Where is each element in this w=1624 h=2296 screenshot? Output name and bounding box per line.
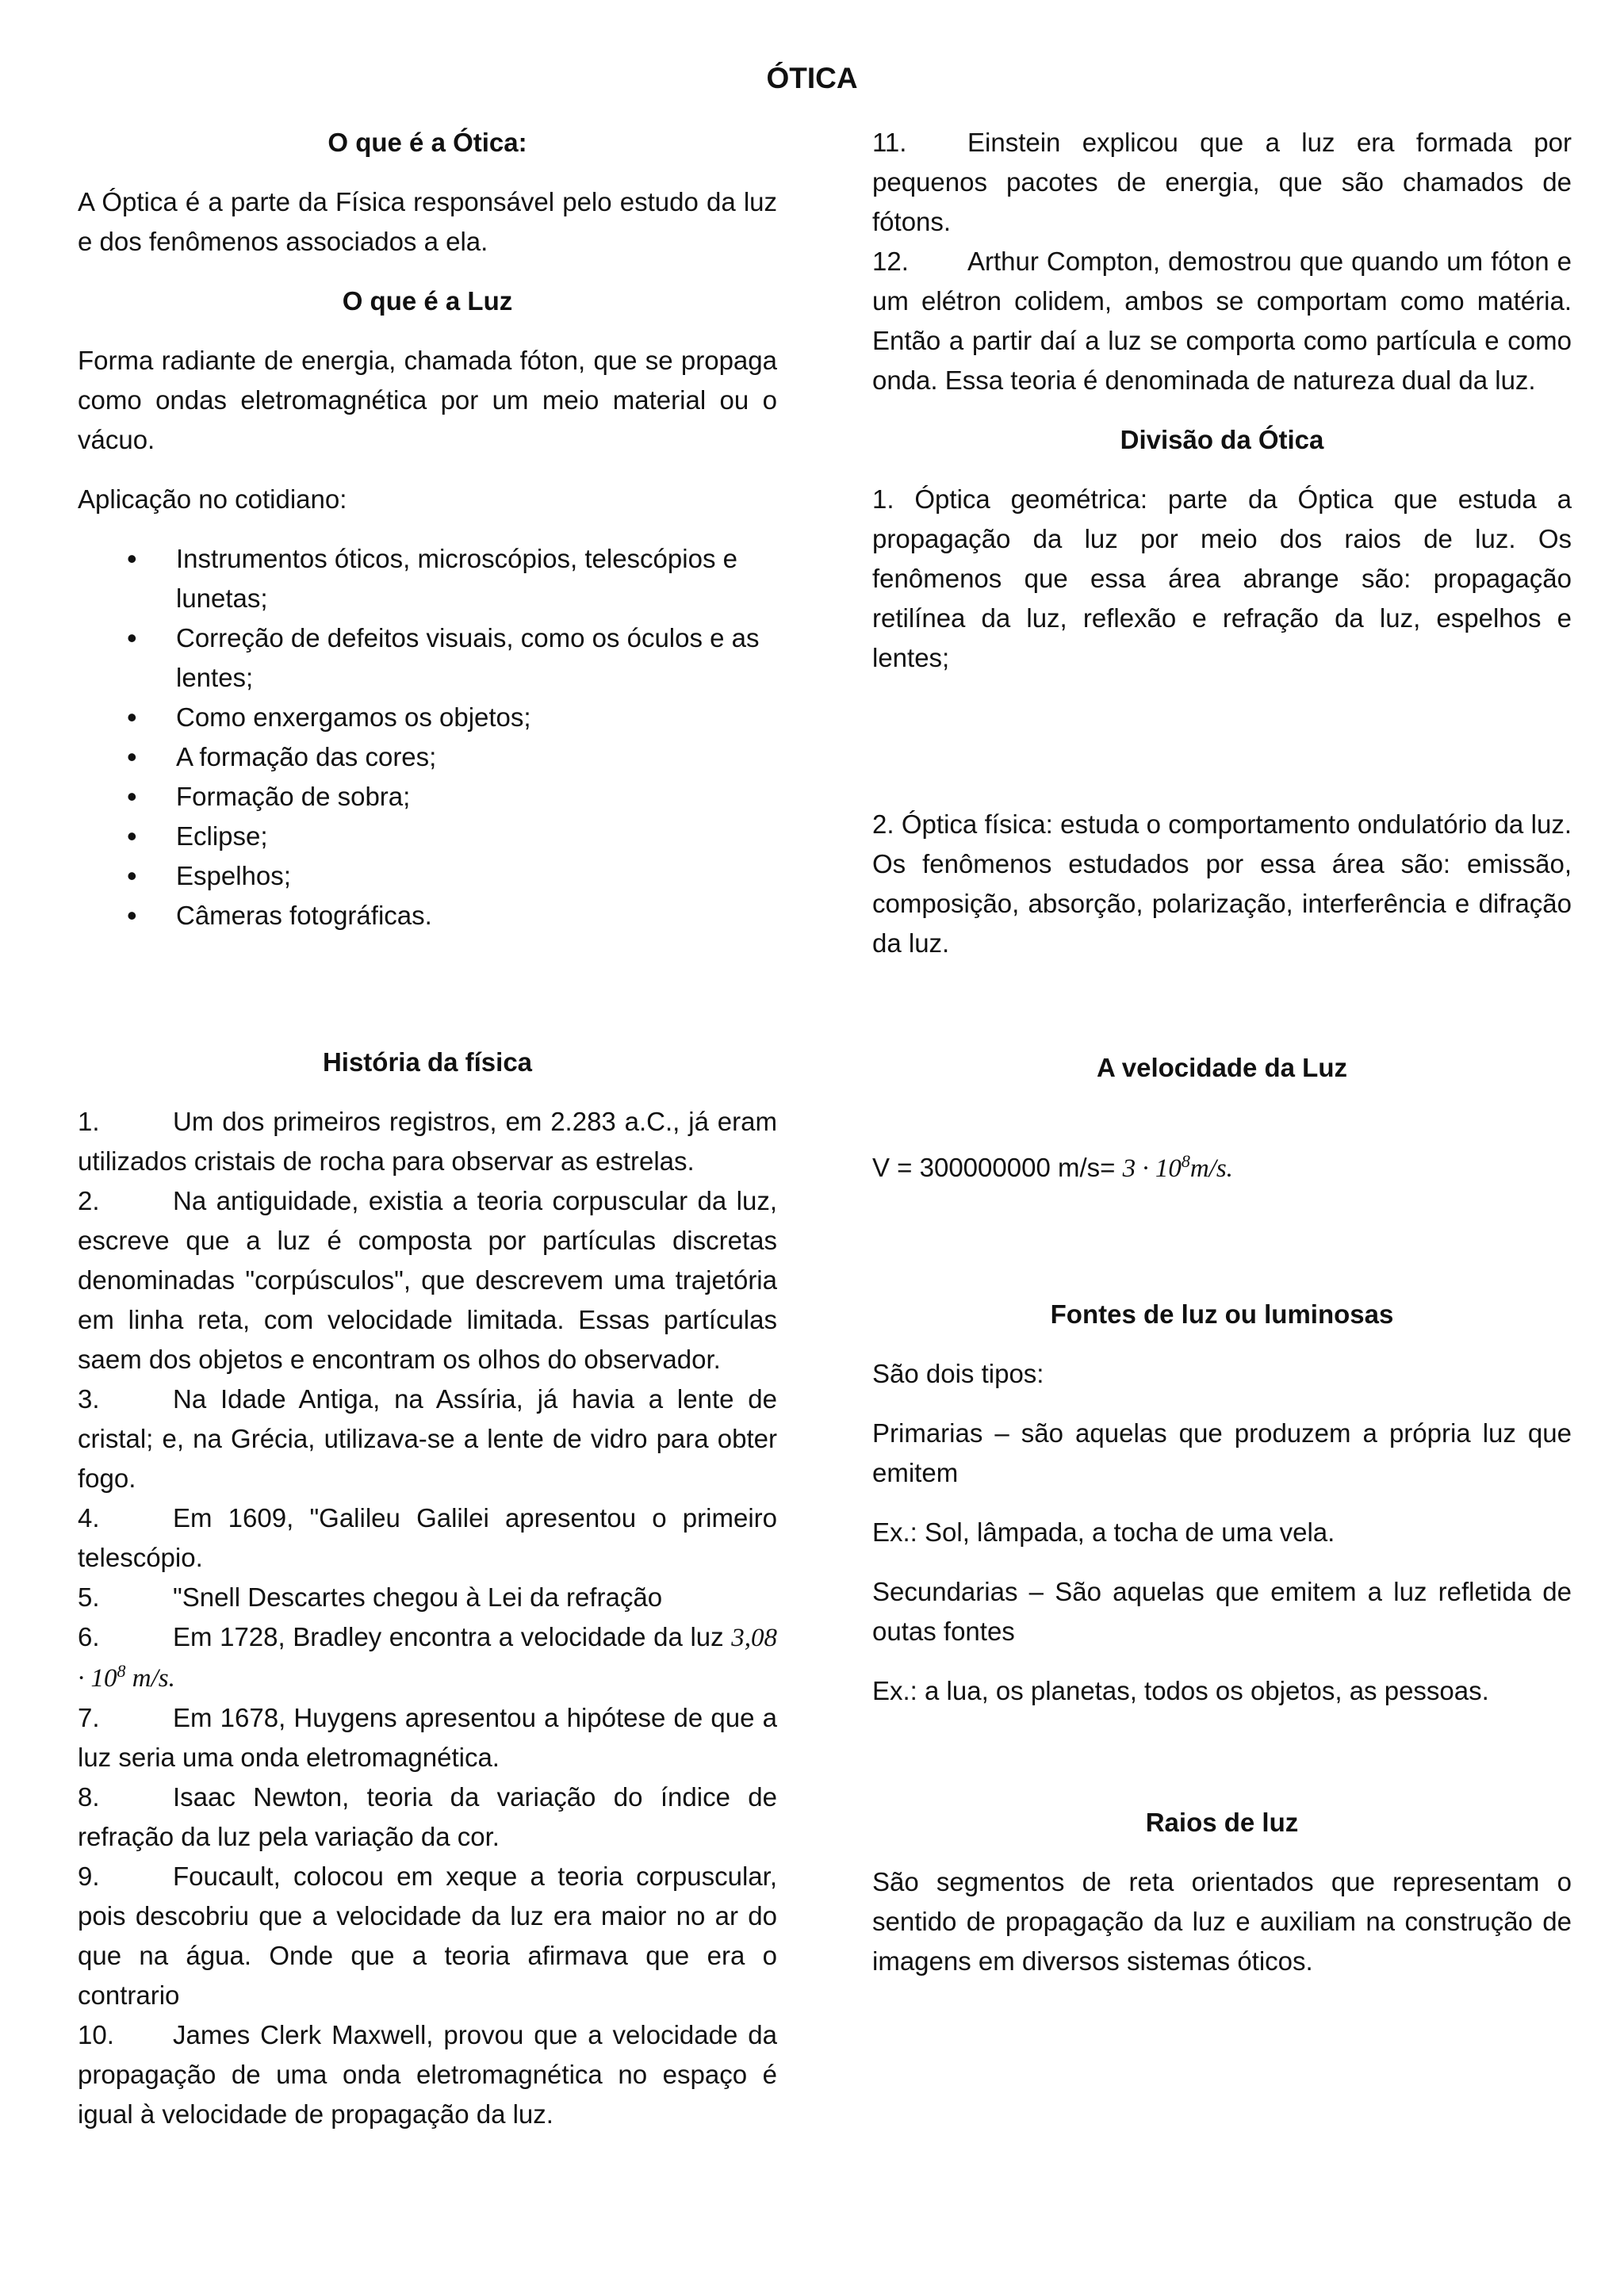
heading-light-sources: Fontes de luz ou luminosas — [1050, 1299, 1394, 1329]
history-item: 3. Na Idade Antiga, na Assíria, já havia a lente de cristal; e, na Grécia, utilizava-se a lente de vidro para obter fogo. — [78, 1384, 777, 1493]
history-item: 5. "Snell Descartes chegou à Lei da refração — [78, 1582, 663, 1612]
primary-examples: Ex.: Sol, lâmpada, a tocha de uma vela. — [872, 1517, 1335, 1547]
list-item: • Eclipse; — [78, 817, 777, 856]
list-item: • A formação das cores; — [78, 737, 777, 777]
section-speed-of-light — [872, 1048, 1572, 1188]
document-title: ÓTICA — [766, 62, 858, 94]
sources-intro: São dois tipos: — [872, 1359, 1044, 1388]
light-rays-definition: São segmentos de reta orientados que representam o sentido de propagação da luz e auxiliam na construção de imagens em diversos sistemas óticos. — [872, 1867, 1572, 1976]
primary-sources: Primarias – são aquelas que produzem a própria luz que emitem — [872, 1418, 1572, 1487]
speed-formula: V = 300000000 $m/s= 3 \cdot 10^8m/s$. — [872, 1151, 1233, 1183]
list-item: • Instrumentos óticos, microscópios, telescópios e lunetas; — [78, 539, 777, 618]
list-item: • Câmeras fotográficas. — [78, 896, 777, 936]
list-item: • Correção de defeitos visuais, como os óculos e as lentes; — [78, 618, 777, 698]
history-item: 12. Arthur Compton, demostrou que quando um fóton e um elétron colidem, ambos se comportam como matéria. Então a partir daí a luz se comporta como partícula e como onda. Essa teoria é denominada de natureza dual da luz. — [872, 247, 1572, 395]
application-list — [78, 539, 777, 936]
bradley-speed-formula: $3,08 \cdot 10^8$ m/s. — [78, 1624, 777, 1693]
secondary-examples: Ex.: a lua, os planetas, todos os objetos, as pessoas. — [872, 1676, 1489, 1705]
physical-optics: 2. Óptica física: estuda o comportamento ondulatório da luz. Os fenômenos estudados por essa área são: emissão, composição, absorção, polarização, interferência e difração da luz. — [872, 809, 1572, 958]
speed-formula-math: $3 \cdot 10^8m/s$. — [1122, 1151, 1233, 1183]
history-item: 1. Um dos primeiros registros, em 2.283 a.C., já eram utilizados cristais de rocha para observar as estrelas. — [78, 1107, 777, 1176]
heading-what-is-optics: O que é a Ótica: — [327, 128, 527, 157]
heading-speed-of-light: A velocidade da Luz — [1096, 1053, 1347, 1082]
heading-optics-division: Divisão da Ótica — [1120, 425, 1324, 454]
secondary-sources: Secundarias – São aquelas que emitem a luz refletida de outas fontes — [872, 1577, 1572, 1646]
history-item: 7. Em 1678, Huygens apresentou a hipótese de que a luz seria uma onda eletromagnética. — [78, 1703, 777, 1772]
section-history-continued — [872, 123, 1572, 678]
section-light-rays — [872, 1803, 1572, 1981]
history-item: 2. Na antiguidade, existia a teoria corpuscular da luz, escreve que a luz é composta por partículas discretas denominadas "corpúsculos", que descrevem uma trajetória em linha reta, com velocidade limitada. Essas partículas saem dos objetos e encontram os olhos do observador. — [78, 1186, 777, 1374]
history-item: 6. Em 1728, Bradley encontra a velocidade da luz $3,08 \cdot 10^8$ m/s. — [78, 1622, 777, 1693]
history-item: 11. Einstein explicou que a luz era formada por pequenos pacotes de energia, que são chamados de fótons. — [872, 128, 1572, 236]
geometric-optics: 1. Óptica geométrica: parte da Óptica que estuda a propagação da luz por meio dos raios de luz. Os fenômenos que essa área abrange são: propagação retilínea da luz, reflexão e refração da luz, espelhos e lentes; — [872, 484, 1572, 672]
heading-physics-history: História da física — [322, 1047, 533, 1077]
history-item: 10. James Clerk Maxwell, provou que a velocidade da propagação de uma onda eletromagnética no espaço é igual à velocidade de propagação da luz. — [78, 2020, 777, 2129]
section-physics-history — [78, 1043, 777, 2134]
history-item: 4. Em 1609, "Galileu Galilei apresentou o primeiro telescópio. — [78, 1503, 777, 1572]
heading-what-is-light: O que é a Luz — [342, 286, 513, 316]
list-item: • Espelhos; — [78, 856, 777, 896]
section-what-is-optics — [78, 123, 777, 936]
history-item: 8. Isaac Newton, teoria da variação do índice de refração da luz pela variação da cor. — [78, 1782, 777, 1851]
history-item: 9. Foucault, colocou em xeque a teoria corpuscular, pois descobriu que a velocidade da luz era maior no ar do que na água. Onde que a teoria afirmava que era o contrario — [78, 1862, 777, 2010]
heading-light-rays: Raios de luz — [1145, 1808, 1299, 1837]
light-definition: Forma radiante de energia, chamada fóton, que se propaga como ondas eletromagnética por um meio material ou o vácuo. — [78, 346, 777, 454]
list-item: • Como enxergamos os objetos; — [78, 698, 777, 737]
section-physical-optics — [872, 805, 1572, 963]
list-item: • Formação de sobra; — [78, 777, 777, 817]
application-label: Aplicação no cotidiano: — [78, 484, 347, 514]
optics-definition: A Óptica é a parte da Física responsável pelo estudo da luz e dos fenômenos associados a ela. — [78, 187, 777, 256]
section-light-sources — [872, 1295, 1572, 1711]
